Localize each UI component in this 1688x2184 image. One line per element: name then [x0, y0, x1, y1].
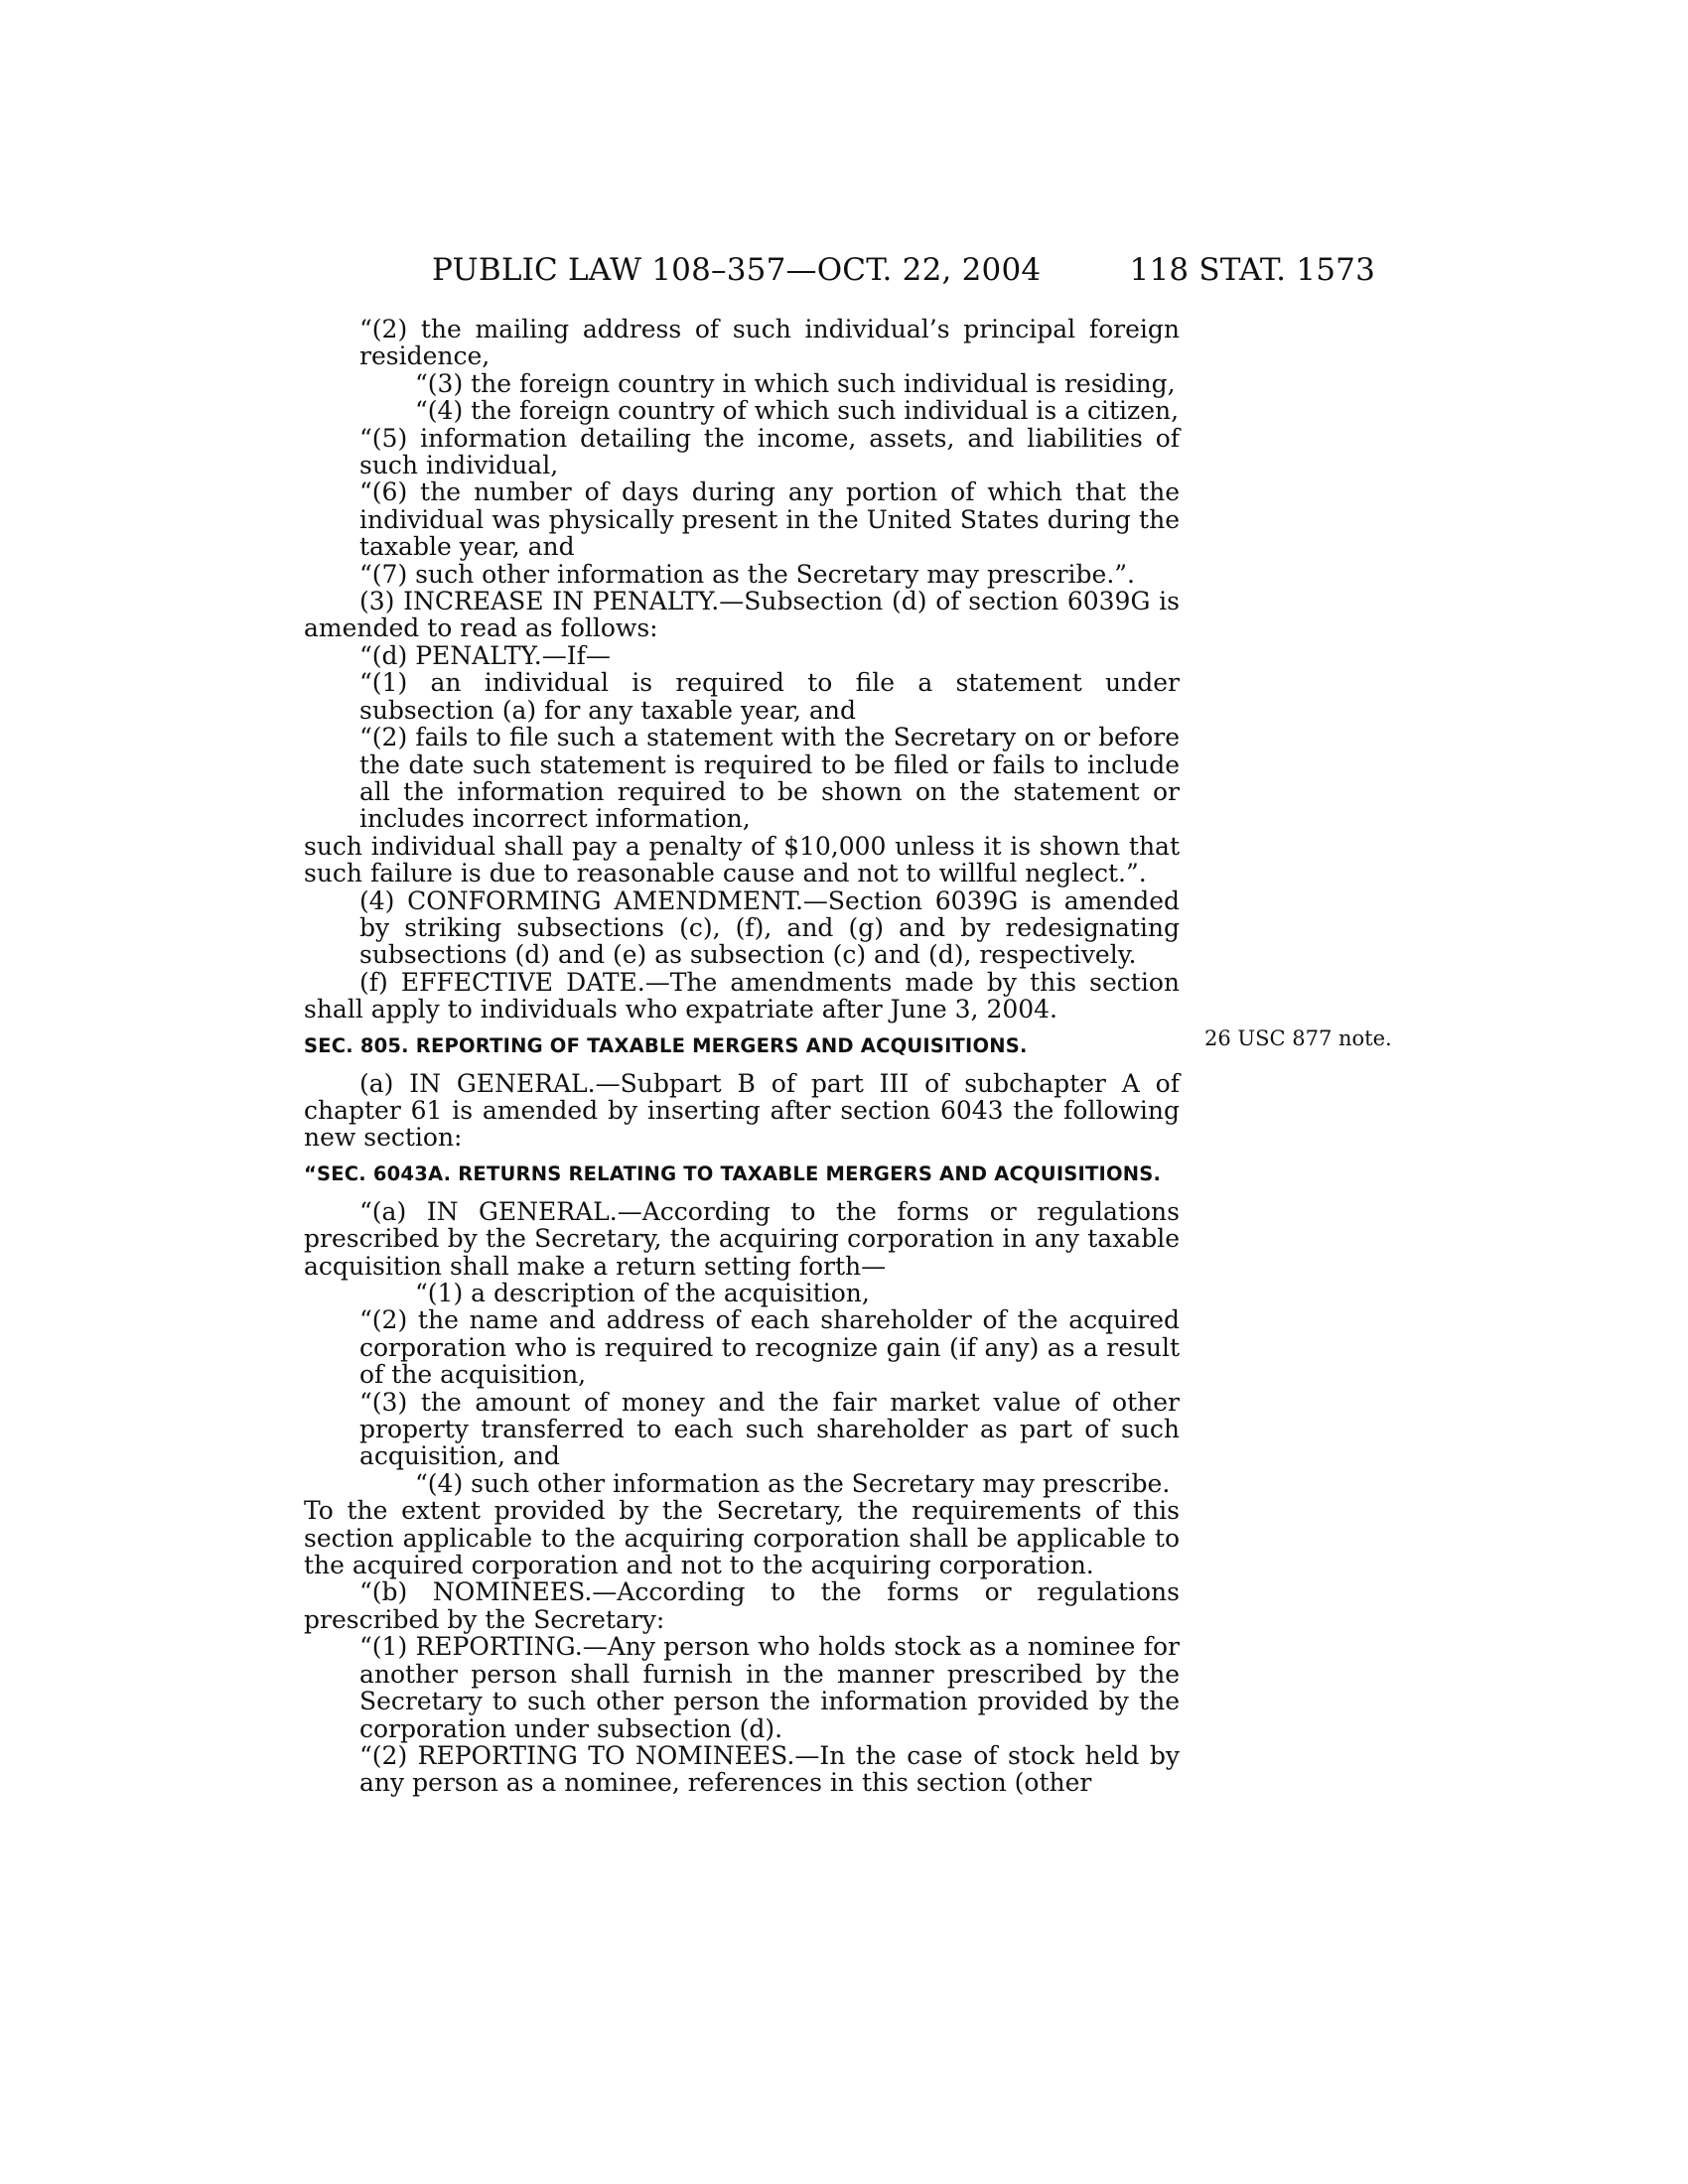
paragraph: “(2) the name and address of each shareholder of the acquired corporation who is required to recognize gain (if any) as a result of the acquisition, [359, 1305, 1180, 1390]
paragraph: such individual shall pay a penalty of $10,000 unless it is shown that such failure is due to reasonable cause and not to willful neglect.”. [304, 831, 1180, 888]
paragraph: “(1) a description of the acquisition, [415, 1279, 870, 1307]
margin-note: 26 USC 877 note. [1204, 1026, 1392, 1050]
paragraph: “(a) IN GENERAL.—According to the forms or regulations prescribed by the Secretary, the acquiring corporation in any taxable acquisition shall make a return setting forth— [304, 1196, 1180, 1281]
paragraph: “(3) the amount of money and the fair market value of other property transferred to each such shareholder as part of such acquisition, and [359, 1387, 1180, 1471]
paragraph: “(1) REPORTING.—Any person who holds stock as a nominee for another person shall furnish in the manner prescribed by the Secretary to such other person the information provided by the corporation under subsection (d). [359, 1632, 1180, 1743]
paragraph: “(d) PENALTY.—If— [359, 640, 611, 670]
paragraph: (4) CONFORMING AMENDMENT.—Section 6039G is amended by striking subsections (c), (f), and (g) and by redesignating subsections (d) and (e) as subsection (c) and (d), respectively. [359, 886, 1180, 970]
paragraph: “(5) information detailing the income, assets, and liabilities of such individual, [359, 423, 1180, 480]
paragraph: To the extent provided by the Secretary, the requirements of this section applicable to the acquiring corporation shall be applicable to the acquired corporation and not to the acquiring corporation. [304, 1496, 1180, 1580]
paragraph: “(2) the mailing address of such individual’s principal foreign residence, [359, 315, 1180, 371]
paragraph: “(6) the number of days during any portion of which that the individual was physically present in the United States during the taxable year, and [359, 478, 1180, 562]
paragraph: (f) EFFECTIVE DATE.—The amendments made by this section shall apply to individuals who expatriate after June 3, 2004. [304, 967, 1180, 1024]
section-heading: SEC. 805. REPORTING OF TAXABLE MERGERS AND ACQUISITIONS. [304, 1033, 1028, 1057]
paragraph: “(4) such other information as the Secretary may prescribe. [415, 1468, 1171, 1498]
section-heading: “SEC. 6043A. RETURNS RELATING TO TAXABLE MERGERS AND ACQUISITIONS. [304, 1161, 1162, 1185]
page-number: 118 STAT. 1573 [1129, 252, 1375, 288]
paragraph: (3) INCREASE IN PENALTY.—Subsection (d) of section 6039G is amended to read as follows: [304, 587, 1180, 643]
paragraph: “(b) NOMINEES.—According to the forms or regulations prescribed by the Secretary: [304, 1577, 1180, 1634]
paragraph: (a) IN GENERAL.—Subpart B of part III of subchapter A of chapter 61 is amended by inserting after section 6043 the following new section: [304, 1068, 1180, 1153]
paragraph: “(1) an individual is required to file a statement under subsection (a) for any taxable year, and [359, 668, 1180, 725]
document-body [304, 316, 1180, 1797]
paragraph: “(7) such other information as the Secretary may prescribe.”. [359, 559, 1136, 589]
paragraph: “(4) the foreign country of which such individual is a citizen, [415, 396, 1180, 426]
paragraph: “(3) the foreign country in which such individual is residing, [415, 368, 1176, 398]
paragraph: “(2) REPORTING TO NOMINEES.—In the case of stock held by any person as a nominee, references in this section (other [359, 1740, 1180, 1798]
running-header-title: PUBLIC LAW 108–357—OCT. 22, 2004 [432, 252, 1042, 288]
paragraph: “(2) fails to file such a statement with the Secretary on or before the date such statement is required to be filed or fails to include all the information required to be shown on the statement or includes incorrect information, [359, 723, 1180, 834]
